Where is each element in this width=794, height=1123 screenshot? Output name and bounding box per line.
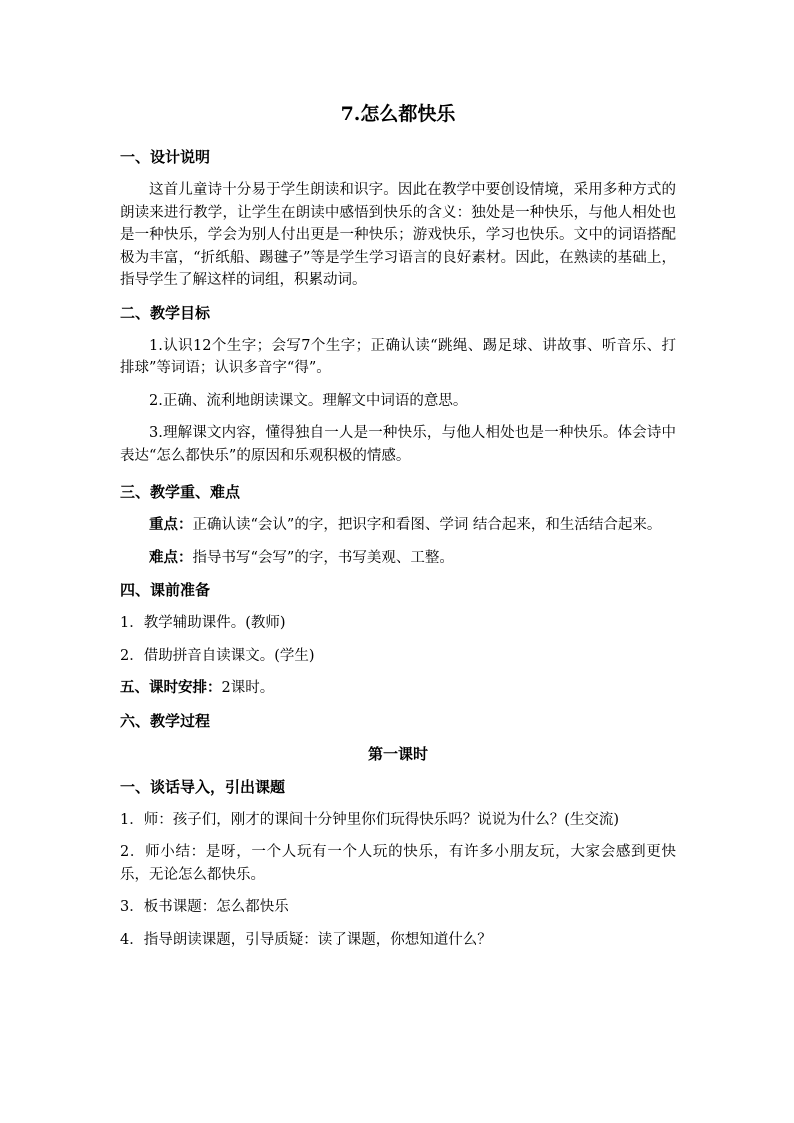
- lesson-item-1: 1．师：孩子们，刚才的课间十分钟里你们玩得快乐吗？说说为什么？(生交流): [120, 811, 620, 828]
- goal-item-1: 1.认识12个生字；会写7个生字；正确认读“跳绳、踢足球、讲故事、听音乐、打排球”等词语；认识多音字“得”。: [120, 337, 676, 376]
- document-title: 7.怎么都快乐: [340, 103, 456, 125]
- schedule-label: 五、课时安排：: [120, 679, 222, 696]
- difficulty-label: 难点：: [149, 548, 193, 566]
- section-heading-goals: 二、教学目标: [120, 303, 211, 322]
- section-heading-design: 一、设计说明: [120, 148, 211, 166]
- key-point-text: 正确认读“会认”的字，把识字和看图、学词 结合起来，和生活结合起来。: [192, 517, 662, 533]
- lesson-title: 第一课时: [367, 744, 428, 763]
- section-heading-process: 六、教学过程: [120, 711, 211, 730]
- lesson-item-3: 3．板书课题：怎么都快乐: [120, 899, 289, 915]
- document-content: [120, 100, 676, 961]
- schedule-paragraph: [120, 677, 676, 700]
- lesson-item-4: 4．指导朗读课题，引导质疑：读了课题，你想知道什么？: [120, 931, 492, 948]
- section-heading-preparation: 四、课前准备: [120, 581, 211, 599]
- key-point-paragraph: [120, 514, 676, 537]
- goal-item-3: 3.理解课文内容，懂得独自一人是一种快乐，与他人相处也是一种快乐。体会诗中表达“怎么都快乐”的原因和乐观积极的情感。: [120, 425, 676, 464]
- section-heading-key-points: 三、教学重、难点: [120, 483, 241, 501]
- key-point-label: 重点：: [149, 516, 193, 533]
- difficulty-text: 指导书写“会写”的字，书写美观、工整。: [192, 549, 454, 566]
- lesson-item-2: 2．师小结：是呀，一个人玩有一个人玩的快乐，有许多小朋友玩，大家会感到更快乐，无论怎么都快乐。: [120, 844, 676, 883]
- difficulty-paragraph: [120, 547, 676, 570]
- preparation-item-1: 1．教学辅助课件。(教师): [120, 615, 286, 631]
- goal-item-2: 2.正确、流利地朗读课文。理解文中词语的意思。: [149, 392, 468, 409]
- schedule-text: 2课时。: [221, 680, 275, 696]
- design-paragraph: 这首儿童诗十分易于学生朗读和识字。因此在教学中要创设情境，采用多种方式的朗读来进行教学，让学生在朗读中感悟到快乐的含义：独处是一种快乐，与他人相处也是一种快乐，学会为别人付出更是一种快乐；游戏快乐，学习也快乐。文中的词语搭配极为丰富，“折纸船、踢毽子”等是学生学习语言的良好素材。因此，在熟读的基础上，指导学生了解这样的词组，积累动词。: [120, 182, 676, 288]
- preparation-item-2: 2．借助拼音自读课文。(学生): [120, 647, 315, 664]
- lesson-step-heading: 一、谈话导入，引出课题: [120, 777, 286, 796]
